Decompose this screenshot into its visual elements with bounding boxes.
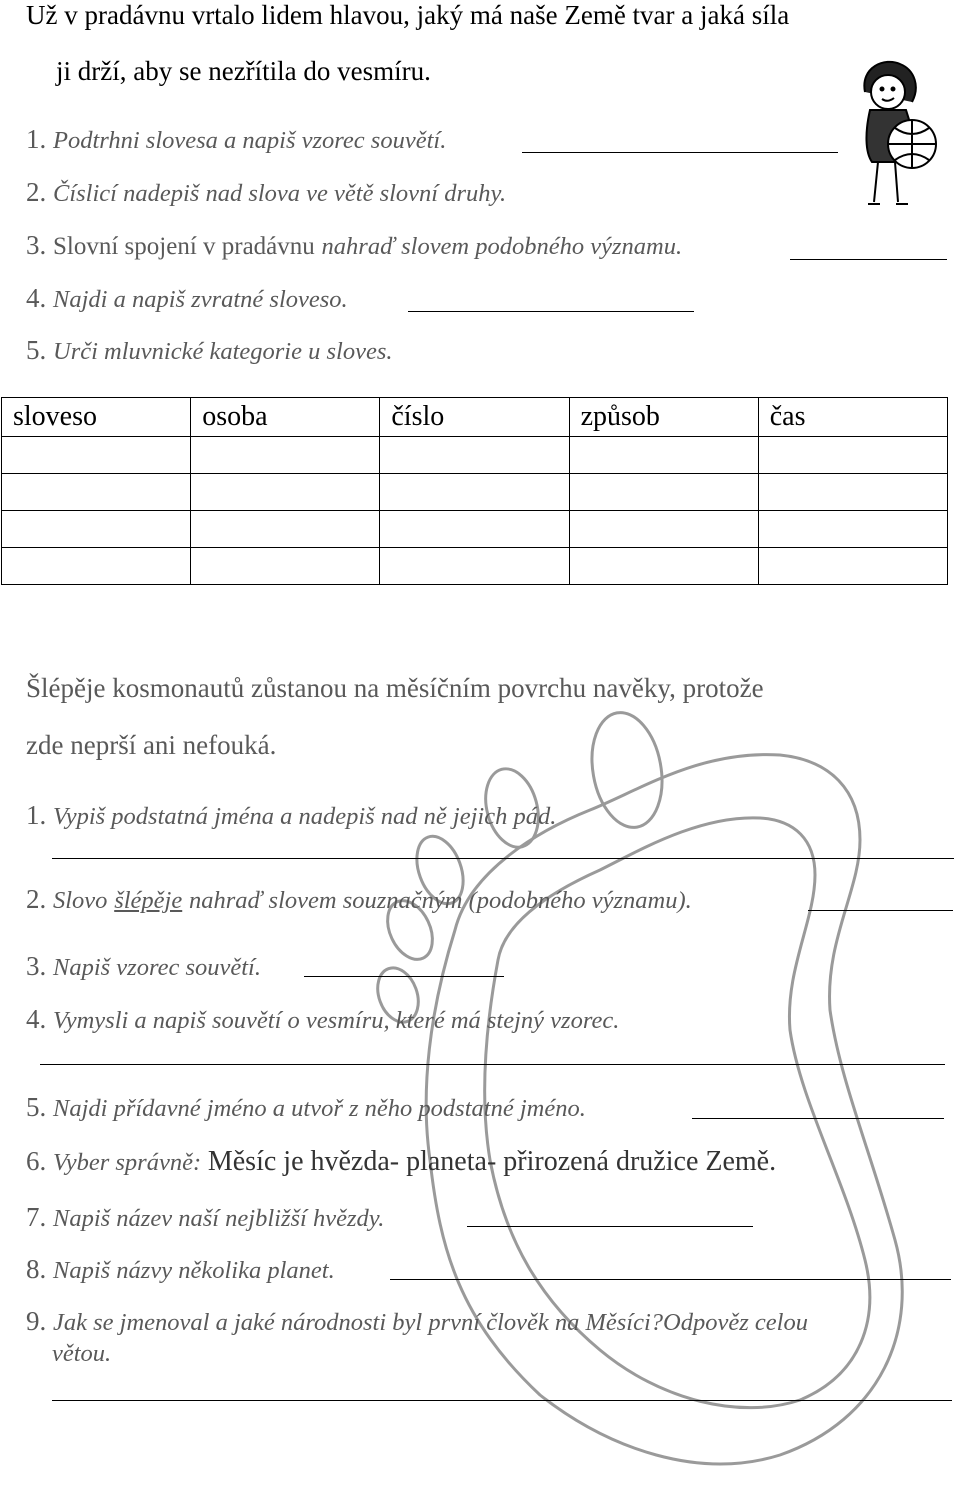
task-text: Napiš vzorec souvětí.	[53, 954, 261, 981]
table-header-row	[2, 398, 948, 437]
answer-line[interactable]	[408, 311, 694, 312]
intro-line-2: ji drží, aby se nezřítila do vesmíru.	[56, 56, 431, 86]
task-text: nahraď slovem souznačným (podobného významu).	[188, 887, 692, 914]
answer-line[interactable]	[692, 1118, 944, 1119]
task-number: 2.	[26, 177, 47, 207]
table-cell[interactable]	[758, 474, 947, 511]
task-number: 6.	[26, 1146, 47, 1176]
table-row	[2, 548, 948, 585]
task-text-plain: Slovní spojení v pradávnu	[53, 233, 315, 260]
task-text: Najdi a napiš zvratné sloveso.	[53, 286, 348, 313]
answer-line[interactable]	[522, 152, 838, 153]
answer-line[interactable]	[52, 1400, 952, 1401]
column-header: způsob	[569, 398, 758, 437]
task-number: 4.	[26, 283, 47, 313]
table-cell[interactable]	[2, 548, 191, 585]
task-number: 1.	[26, 800, 47, 830]
task-text: Napiš název naší nejbližší hvězdy.	[53, 1205, 385, 1232]
table-cell[interactable]	[191, 437, 380, 474]
task-text-italic: nahraď slovem podobného významu.	[321, 233, 683, 260]
table-cell[interactable]	[191, 474, 380, 511]
task-number: 7.	[26, 1202, 47, 1232]
table-cell[interactable]	[380, 511, 569, 548]
task-a-1	[26, 126, 446, 154]
task-b-8	[26, 1256, 335, 1284]
task-text: Napiš názvy několika planet.	[53, 1257, 335, 1284]
table-cell[interactable]	[380, 474, 569, 511]
task-b-2	[26, 886, 692, 914]
table-cell[interactable]	[758, 437, 947, 474]
task-number: 3.	[26, 230, 47, 260]
answer-line[interactable]	[390, 1279, 951, 1280]
answer-line[interactable]	[52, 858, 954, 859]
answer-line[interactable]	[790, 259, 947, 260]
table-cell[interactable]	[569, 437, 758, 474]
table-cell[interactable]	[380, 437, 569, 474]
task-a-4	[26, 285, 348, 313]
intro-line-1: Už v pradávnu vrtalo lidem hlavou, jaký má naše Země tvar a jaká síla	[26, 0, 790, 30]
table-cell[interactable]	[569, 474, 758, 511]
task-b-1	[26, 802, 556, 830]
answer-line[interactable]	[40, 1064, 945, 1065]
task-a-3	[26, 232, 682, 260]
table-row	[2, 511, 948, 548]
table-cell[interactable]	[191, 548, 380, 585]
task-number: 8.	[26, 1254, 47, 1284]
column-header: sloveso	[2, 398, 191, 437]
task-number: 5.	[26, 335, 47, 365]
passage-line-1: Šlépěje kosmonautů zůstanou na měsíčním povrchu navěky, protože	[26, 673, 764, 703]
task-text: Urči mluvnické kategorie u sloves.	[53, 338, 393, 365]
table-cell[interactable]	[569, 511, 758, 548]
task-a-5	[26, 337, 392, 365]
table-cell[interactable]	[2, 511, 191, 548]
verb-categories-table	[1, 397, 948, 585]
task-number: 4.	[26, 1004, 47, 1034]
task-number: 3.	[26, 951, 47, 981]
task-text: Podtrhni slovesa a napiš vzorec souvětí.	[53, 127, 447, 154]
table-row	[2, 437, 948, 474]
task-number: 5.	[26, 1092, 47, 1122]
column-header: čas	[758, 398, 947, 437]
table-cell[interactable]	[2, 474, 191, 511]
column-header: číslo	[380, 398, 569, 437]
task-b-9	[26, 1308, 808, 1336]
underlined-word: šlépěje	[114, 887, 183, 914]
task-text: Číslicí nadepiš nad slova ve větě slovní druhy.	[53, 180, 507, 207]
task-number: 2.	[26, 884, 47, 914]
column-header: osoba	[191, 398, 380, 437]
girl-holding-globe-icon	[840, 52, 950, 212]
table-row	[2, 474, 948, 511]
table-cell[interactable]	[2, 437, 191, 474]
task-text: Vypiš podstatná jména a nadepiš nad ně jejich pád.	[53, 803, 557, 830]
table-cell[interactable]	[191, 511, 380, 548]
task-b-3	[26, 953, 261, 981]
task-b-5	[26, 1094, 586, 1122]
choice-options: Měsíc je hvězda- planeta- přirozená družice Země.	[207, 1146, 777, 1177]
task-text: Vymysli a napiš souvětí o vesmíru, které má stejný vzorec.	[53, 1007, 620, 1034]
task-text: Slovo	[53, 887, 108, 914]
task-text: Jak se jmenoval a jaké národnosti byl první člověk na Měsíci?Odpověz celou	[53, 1309, 808, 1336]
task-b-9-continued: větou.	[52, 1340, 112, 1367]
task-b-6	[26, 1148, 776, 1176]
table-cell[interactable]	[758, 548, 947, 585]
answer-line[interactable]	[467, 1226, 753, 1227]
task-text: Najdi přídavné jméno a utvoř z něho podstatné jméno.	[53, 1095, 586, 1122]
table-cell[interactable]	[569, 548, 758, 585]
table-cell[interactable]	[758, 511, 947, 548]
answer-line[interactable]	[808, 910, 953, 911]
task-number: 1.	[26, 124, 47, 154]
table-cell[interactable]	[380, 548, 569, 585]
task-b-7	[26, 1204, 384, 1232]
answer-line[interactable]	[304, 976, 504, 977]
task-b-4	[26, 1006, 619, 1034]
task-text: Vyber správně:	[53, 1149, 202, 1176]
task-number: 9.	[26, 1306, 47, 1336]
task-a-2	[26, 179, 506, 207]
passage-line-2: zde neprší ani nefouká.	[26, 730, 277, 760]
